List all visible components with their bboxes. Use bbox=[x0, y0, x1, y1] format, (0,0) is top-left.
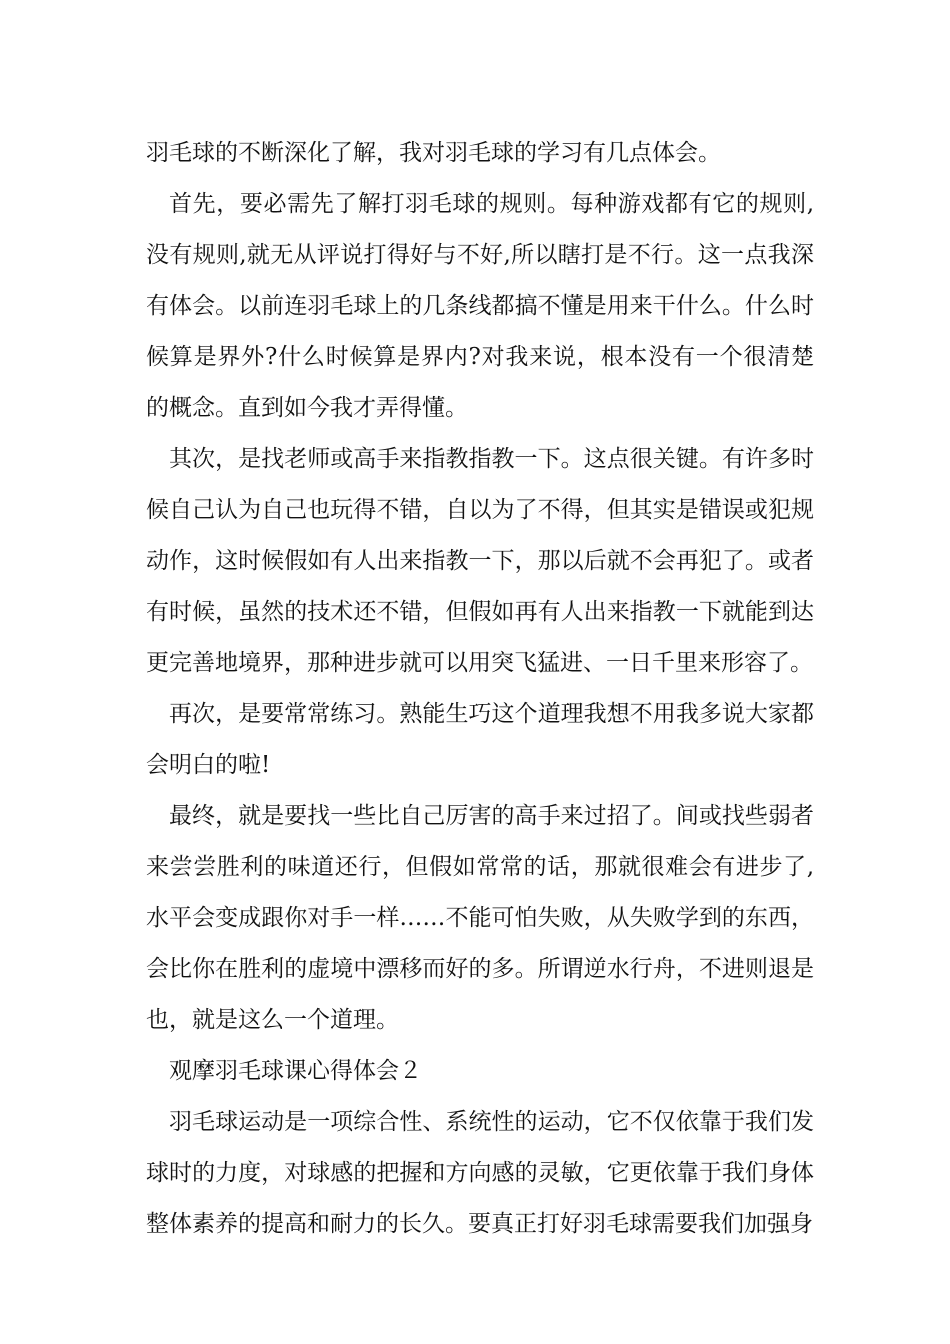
paragraph-continuation: 羽毛球的不断深化了解，我对羽毛球的学习有几点体会。 bbox=[146, 140, 721, 166]
section-heading: 观摩羽毛球课心得体会２ bbox=[169, 1058, 422, 1084]
paragraph-section-two-intro: 羽毛球运动是一项综合性、系统性的运动，它不仅依靠于我们发球时的力度，对球感的把握和方向感的灵敏，它更依靠于我们身体整体素养的提高和耐力的长久。要真正打好羽毛球需要我们加强身 bbox=[146, 1109, 814, 1237]
paragraph-third-practice: 再次，是要常常练习。熟能生巧这个道理我想不用我多说大家都会明白的啦! bbox=[146, 701, 814, 778]
paragraph-first-rules: 首先，要必需先了解打羽毛球的规则。每种游戏都有它的规则,没有规则,就无从评说打得好与不好,所以瞎打是不行。这一点我深有体会。以前连羽毛球上的几条线都搞不懂是用来干什么。什么时候算是界外?什么时候算是界内?对我来说，根本没有一个很清楚的概念。直到如今我才弄得懂。 bbox=[146, 191, 814, 421]
paragraph-second-coaching: 其次，是找老师或高手来指教指教一下。这点很关键。有许多时候自己认为自己也玩得不错，自以为了不得，但其实是错误或犯规动作，这时候假如有人出来指教一下，那以后就不会再犯了。或者有时候，虽然的技术还不错，但假如再有人出来指教一下就能到达更完善地境界，那种进步就可以用突飞猛进、一日千里来形容了。 bbox=[146, 446, 814, 676]
document-body bbox=[146, 128, 814, 1250]
paragraph-final-opponents: 最终，就是要找一些比自己厉害的高手来过招了。间或找些弱者来尝尝胜利的味道还行，但假如常常的话，那就很难会有进步了,水平会变成跟你对手一样……不能可怕失败，从失败学到的东西，会比你在胜利的虚境中漂移而好的多。所谓逆水行舟，不进则退是也，就是这么一个道理。 bbox=[146, 803, 814, 1033]
